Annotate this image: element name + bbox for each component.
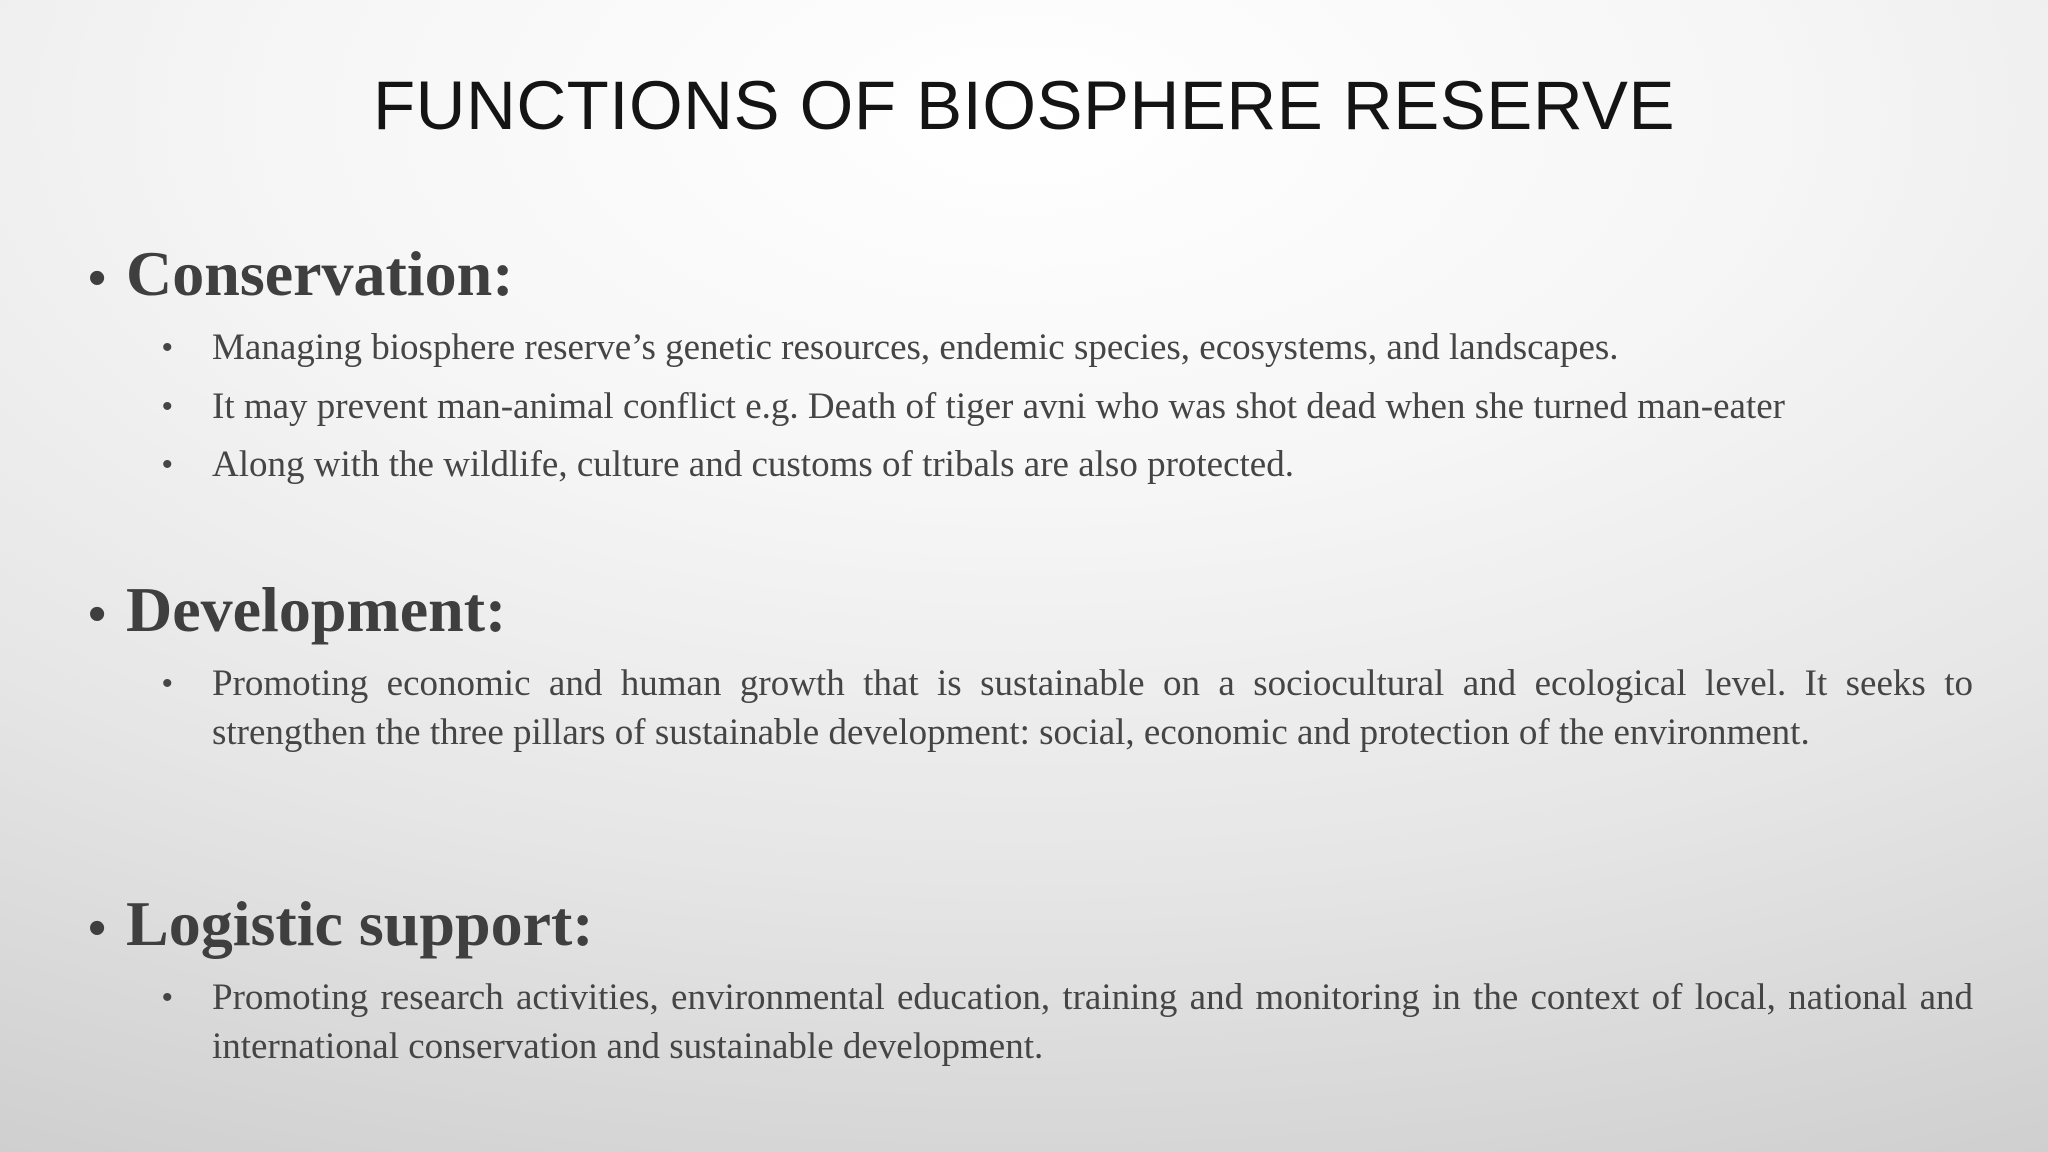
- sub-bullet-icon: •: [162, 331, 173, 364]
- list-item: [88, 974, 1973, 1071]
- section-heading-development: [88, 574, 1973, 650]
- heading-text: Conservation:: [126, 238, 514, 309]
- section-conservation: [88, 238, 1973, 490]
- bullet-list: [88, 324, 1973, 490]
- heading-text: Logistic support:: [126, 888, 594, 959]
- list-item-text: Along with the wildlife, culture and customs of tribals are also protected.: [212, 444, 1294, 485]
- section-development: [88, 574, 1973, 757]
- section-heading-conservation: [88, 238, 1973, 314]
- heading-text: Development:: [126, 574, 507, 645]
- bullet-icon: •: [88, 899, 107, 957]
- list-item: [88, 660, 1973, 757]
- bullet-list: [88, 974, 1973, 1071]
- list-item: [88, 324, 1973, 373]
- sub-bullet-icon: •: [162, 389, 173, 423]
- section-logistic-support: [88, 888, 1973, 1071]
- sub-bullet-icon: •: [162, 667, 173, 700]
- sub-bullet-icon: •: [162, 981, 173, 1014]
- section-heading-logistic-support: [88, 888, 1973, 964]
- list-item-text: Managing biosphere reserve’s genetic resources, endemic species, ecosystems, and landscapes.: [212, 327, 1619, 368]
- sub-bullet-icon: •: [162, 448, 173, 481]
- list-item-text: Promoting research activities, environmental education, training and monitoring in the context of local, national and international conservation and sustainable development.: [212, 977, 1973, 1067]
- bullet-icon: •: [88, 249, 107, 307]
- list-item: [88, 383, 1973, 432]
- slide-title: FUNCTIONS OF BIOSPHERE RESERVE: [373, 67, 1675, 144]
- list-item-text: It may prevent man-animal conflict e.g. Death of tiger avni who was shot dead when she turned man-eater: [212, 385, 1785, 427]
- list-item-text: Promoting economic and human growth that is sustainable on a sociocultural and ecological level. It seeks to strengthen the three pillars of sustainable development: social, economic and protection of the environment.: [212, 663, 1973, 753]
- bullet-icon: •: [88, 585, 107, 643]
- list-item: [88, 441, 1973, 490]
- bullet-list: [88, 660, 1973, 757]
